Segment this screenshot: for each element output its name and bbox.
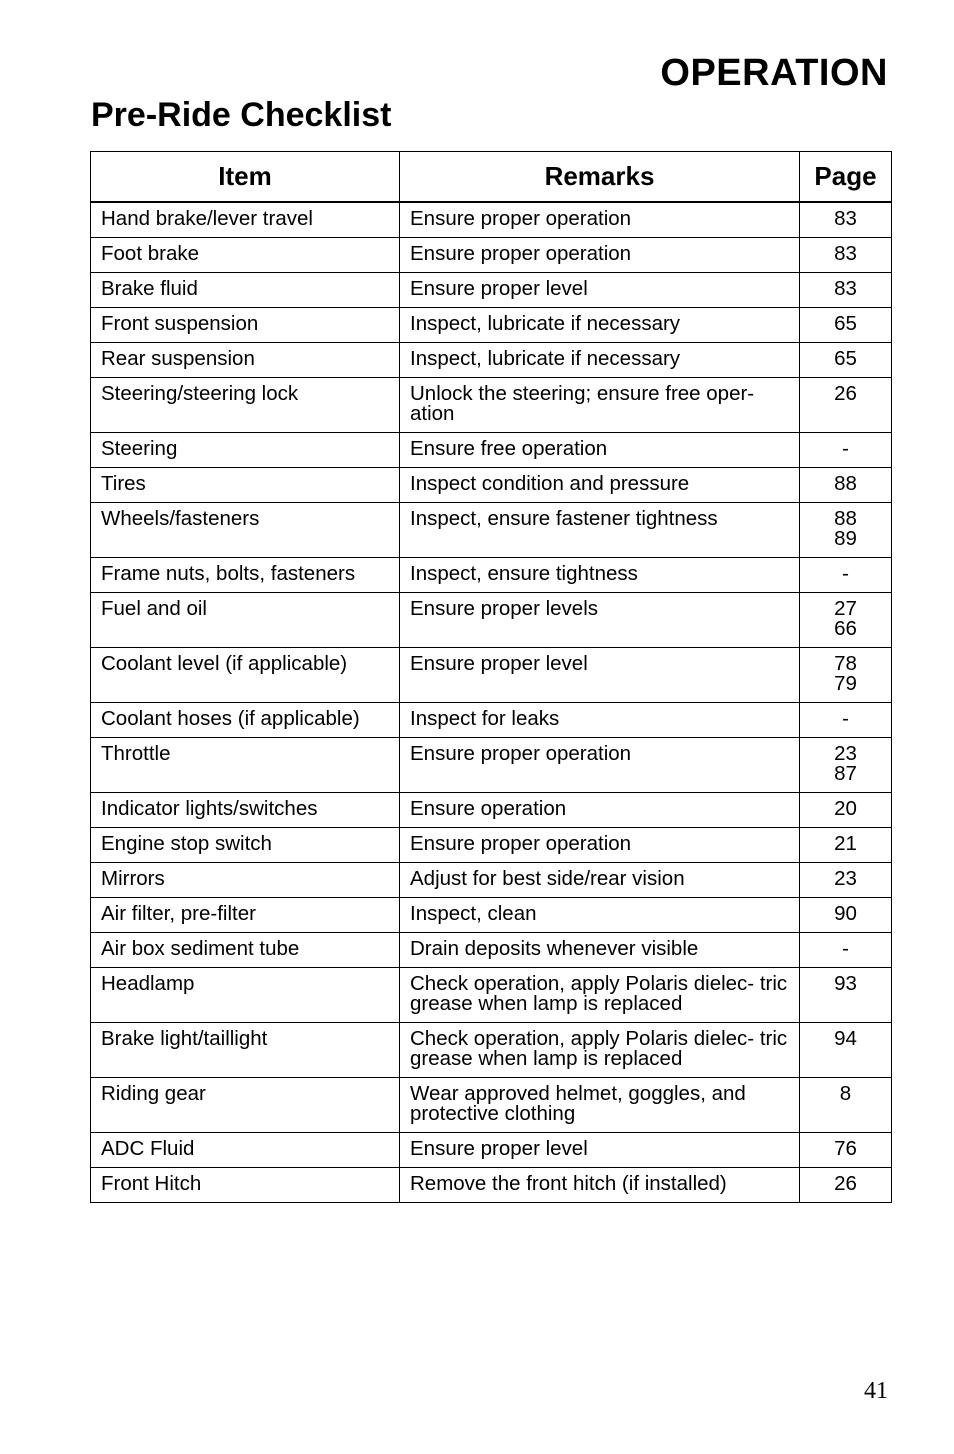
checklist-page-cell xyxy=(800,433,892,468)
checklist-item-cell: Steering/steering lock xyxy=(91,378,400,433)
table-row xyxy=(91,1133,892,1168)
checklist-remarks-cell: Inspect condition and pressure xyxy=(400,468,800,503)
checklist-page-cell xyxy=(800,238,892,273)
table-row xyxy=(91,558,892,593)
checklist-page-cell xyxy=(800,968,892,1023)
checklist-remarks-cell: Check operation, apply Polaris dielec- tric grease when lamp is replaced xyxy=(400,968,800,1023)
checklist-page-cell xyxy=(800,468,892,503)
table-row xyxy=(91,343,892,378)
checklist-page-cell xyxy=(800,273,892,308)
table-row xyxy=(91,968,892,1023)
checklist-item-cell: Throttle xyxy=(91,738,400,793)
checklist-page-cell xyxy=(800,503,892,558)
checklist-remarks-cell: Inspect, clean xyxy=(400,898,800,933)
table-row xyxy=(91,793,892,828)
page-reference: 79 xyxy=(834,672,857,695)
checklist-page-cell xyxy=(800,1023,892,1078)
column-header-item: Item xyxy=(91,152,400,203)
page-reference: 93 xyxy=(834,972,857,995)
checklist-item-cell: Hand brake/lever travel xyxy=(91,202,400,238)
table-row xyxy=(91,1168,892,1203)
page-reference: 26 xyxy=(834,382,857,405)
checklist-page-cell xyxy=(800,648,892,703)
page-reference: 23 xyxy=(834,867,857,890)
checklist-item-cell: Headlamp xyxy=(91,968,400,1023)
checklist-remarks-cell: Ensure proper level xyxy=(400,273,800,308)
checklist-item-cell: Brake light/taillight xyxy=(91,1023,400,1078)
page-reference: 78 xyxy=(834,652,857,675)
checklist-item-cell: Engine stop switch xyxy=(91,828,400,863)
checklist-page-cell xyxy=(800,558,892,593)
checklist-item-cell: Front suspension xyxy=(91,308,400,343)
checklist-remarks-cell: Drain deposits whenever visible xyxy=(400,933,800,968)
checklist-page-cell xyxy=(800,378,892,433)
checklist-page-cell xyxy=(800,343,892,378)
checklist-item-cell: Riding gear xyxy=(91,1078,400,1133)
checklist-item-cell: ADC Fluid xyxy=(91,1133,400,1168)
checklist-item-cell: Coolant hoses (if applicable) xyxy=(91,703,400,738)
checklist-remarks-cell: Ensure proper operation xyxy=(400,828,800,863)
checklist-remarks-cell: Inspect, ensure tightness xyxy=(400,558,800,593)
checklist-item-cell: Rear suspension xyxy=(91,343,400,378)
table-row xyxy=(91,898,892,933)
checklist-item-cell: Tires xyxy=(91,468,400,503)
page-reference: 26 xyxy=(834,1172,857,1195)
checklist-page-cell xyxy=(800,738,892,793)
checklist-page-cell xyxy=(800,933,892,968)
table-body xyxy=(91,202,892,1203)
column-header-remarks: Remarks xyxy=(400,152,800,203)
checklist-remarks-cell: Adjust for best side/rear vision xyxy=(400,863,800,898)
checklist-item-cell: Fuel and oil xyxy=(91,593,400,648)
checklist-remarks-cell: Ensure proper levels xyxy=(400,593,800,648)
column-header-page: Page xyxy=(800,152,892,203)
checklist-remarks-cell: Inspect for leaks xyxy=(400,703,800,738)
checklist-remarks-cell: Wear approved helmet, goggles, and protective clothing xyxy=(400,1078,800,1133)
checklist-page-cell xyxy=(800,793,892,828)
checklist-remarks-cell: Ensure proper level xyxy=(400,648,800,703)
page-reference: 8 xyxy=(839,1082,852,1105)
pre-ride-checklist-table xyxy=(90,151,892,1203)
page-reference: 66 xyxy=(834,617,857,640)
checklist-remarks-cell: Ensure proper operation xyxy=(400,202,800,238)
page-reference: - xyxy=(842,937,849,960)
table-row xyxy=(91,933,892,968)
checklist-remarks-cell: Check operation, apply Polaris dielec- tric grease when lamp is replaced xyxy=(400,1023,800,1078)
checklist-item-cell: Brake fluid xyxy=(91,273,400,308)
checklist-item-cell: Steering xyxy=(91,433,400,468)
checklist-item-cell: Frame nuts, bolts, fasteners xyxy=(91,558,400,593)
page-reference: 76 xyxy=(834,1137,857,1160)
page-reference: 23 xyxy=(834,742,857,765)
table-row xyxy=(91,738,892,793)
checklist-item-cell: Front Hitch xyxy=(91,1168,400,1203)
checklist-page-cell xyxy=(800,828,892,863)
table-row xyxy=(91,433,892,468)
page-reference: - xyxy=(842,437,849,460)
table-row xyxy=(91,238,892,273)
checklist-page-cell xyxy=(800,202,892,238)
checklist-page-cell xyxy=(800,308,892,343)
checklist-item-cell: Foot brake xyxy=(91,238,400,273)
page-reference: 94 xyxy=(834,1027,857,1050)
checklist-page-cell xyxy=(800,1133,892,1168)
table-row xyxy=(91,503,892,558)
page-title: Pre-Ride Checklist xyxy=(91,96,392,134)
page-reference: 88 xyxy=(834,472,857,495)
checklist-page-cell xyxy=(800,1078,892,1133)
table-row xyxy=(91,202,892,238)
table-row xyxy=(91,273,892,308)
checklist-page-cell xyxy=(800,703,892,738)
checklist-page-cell xyxy=(800,898,892,933)
page-reference: 21 xyxy=(834,832,857,855)
checklist-item-cell: Indicator lights/switches xyxy=(91,793,400,828)
table-row xyxy=(91,593,892,648)
table-row xyxy=(91,863,892,898)
page-reference: 89 xyxy=(834,527,857,550)
page-reference: - xyxy=(842,562,849,585)
checklist-remarks-cell: Unlock the steering; ensure free oper- ation xyxy=(400,378,800,433)
checklist-remarks-cell: Ensure free operation xyxy=(400,433,800,468)
section-heading: OPERATION xyxy=(660,52,888,94)
page-reference: 87 xyxy=(834,762,857,785)
table-row xyxy=(91,308,892,343)
page-reference: 88 xyxy=(834,507,857,530)
table-row xyxy=(91,648,892,703)
checklist-page-cell xyxy=(800,1168,892,1203)
page-reference: 20 xyxy=(834,797,857,820)
checklist-item-cell: Coolant level (if applicable) xyxy=(91,648,400,703)
checklist-page-cell xyxy=(800,863,892,898)
table-row xyxy=(91,1023,892,1078)
page-reference: 83 xyxy=(834,277,857,300)
page-reference: 83 xyxy=(834,242,857,265)
table-row xyxy=(91,1078,892,1133)
checklist-item-cell: Mirrors xyxy=(91,863,400,898)
page-reference: 65 xyxy=(834,312,857,335)
checklist-remarks-cell: Remove the front hitch (if installed) xyxy=(400,1168,800,1203)
table-row xyxy=(91,828,892,863)
table-header-row xyxy=(91,152,892,203)
table-row xyxy=(91,468,892,503)
table-row xyxy=(91,703,892,738)
page-reference: 90 xyxy=(834,902,857,925)
checklist-item-cell: Air filter, pre-filter xyxy=(91,898,400,933)
checklist-remarks-cell: Ensure proper operation xyxy=(400,238,800,273)
checklist-item-cell: Air box sediment tube xyxy=(91,933,400,968)
checklist-item-cell: Wheels/fasteners xyxy=(91,503,400,558)
checklist-remarks-cell: Ensure operation xyxy=(400,793,800,828)
page-reference: - xyxy=(842,707,849,730)
page-reference: 27 xyxy=(834,597,857,620)
checklist-remarks-cell: Inspect, lubricate if necessary xyxy=(400,343,800,378)
page-reference: 83 xyxy=(834,207,857,230)
checklist-remarks-cell: Inspect, ensure fastener tightness xyxy=(400,503,800,558)
page-number: 41 xyxy=(864,1378,888,1404)
checklist-remarks-cell: Ensure proper operation xyxy=(400,738,800,793)
checklist-remarks-cell: Inspect, lubricate if necessary xyxy=(400,308,800,343)
table-row xyxy=(91,378,892,433)
checklist-remarks-cell: Ensure proper level xyxy=(400,1133,800,1168)
checklist-page-cell xyxy=(800,593,892,648)
page-reference: 65 xyxy=(834,347,857,370)
